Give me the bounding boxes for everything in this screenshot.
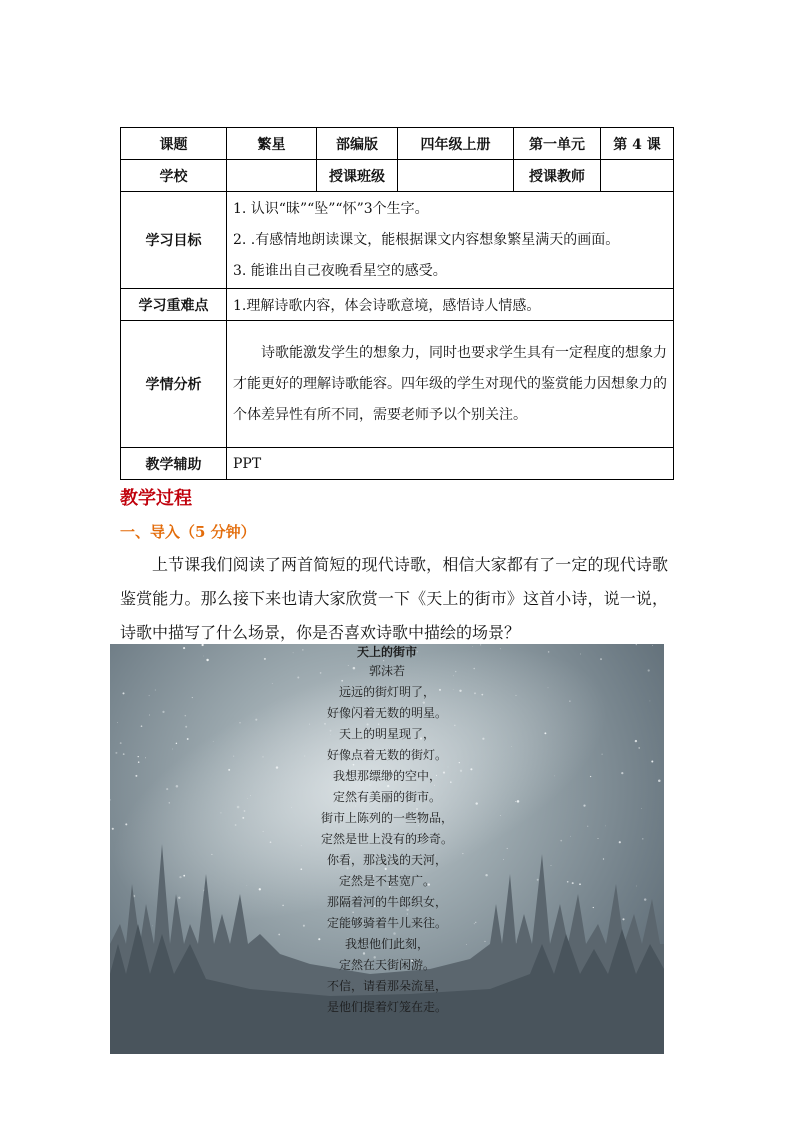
poem-image xyxy=(110,644,664,1054)
class-value xyxy=(398,160,514,192)
label-aids: 教学辅助 xyxy=(121,448,227,480)
edition-value: 部编版 xyxy=(317,128,398,160)
unit-value: 第一单元 xyxy=(514,128,601,160)
poem-line: 好像点着无数的街灯。 xyxy=(326,748,447,762)
poem-line: 你看，那浅浅的天河， xyxy=(326,853,447,867)
table-row-topic xyxy=(121,128,674,160)
poem-line: 那隔着河的牛郎织女， xyxy=(326,895,447,909)
label-key-points: 学习重难点 xyxy=(121,289,227,321)
table-row-school xyxy=(121,160,674,192)
poem-title: 天上的街市 xyxy=(356,645,417,659)
label-goals: 学习目标 xyxy=(121,192,227,289)
school-value xyxy=(227,160,317,192)
poem-line: 定能够骑着牛儿来往。 xyxy=(326,916,447,930)
poem-line: 定然是世上没有的珍奇。 xyxy=(320,832,453,846)
poem-line: 我想那缥缈的空中， xyxy=(332,769,441,783)
poem-line: 不信，请看那朵流星， xyxy=(326,979,447,993)
label-analysis: 学情分析 xyxy=(121,321,227,448)
goal-item: 2. .有感情地朗读课文，能根据课文内容想象繁星满天的画面。 xyxy=(233,231,620,248)
label-teacher: 授课教师 xyxy=(514,160,601,192)
poem-text xyxy=(110,644,664,1018)
aids-value: PPT xyxy=(227,448,674,480)
poem-lines xyxy=(110,682,664,1018)
poem-line: 天上的明星现了， xyxy=(338,727,435,741)
label-school: 学校 xyxy=(121,160,227,192)
lesson-number-value: 第 4 课 xyxy=(601,128,674,160)
label-class: 授课班级 xyxy=(317,160,398,192)
teacher-value xyxy=(601,160,674,192)
analysis-value: 诗歌能激发学生的想象力，同时也要求学生具有一定程度的想象力才能更好的理解诗歌能容。四年级的学生对现代的鉴赏能力因想象力的个体差异性有所不同，需要老师予以个别关注。 xyxy=(233,344,667,423)
section-title: 教学过程 xyxy=(120,488,192,509)
poem-line: 远远的街灯明了， xyxy=(338,685,435,699)
poem-line: 好像闪着无数的明星。 xyxy=(326,706,447,720)
label-topic: 课题 xyxy=(121,128,227,160)
table-row-analysis xyxy=(121,321,674,448)
intro-paragraph: 上节课我们阅读了两首简短的现代诗歌，相信大家都有了一定的现代诗歌鉴赏能力。那么接下来也请大家欣赏一下《天上的街市》这首小诗，说一说，诗歌中描写了什么场景，你是否喜欢诗歌中描绘的场景？ xyxy=(120,555,668,642)
table-row-goals xyxy=(121,192,674,289)
poem-line: 定然有美丽的街市。 xyxy=(332,790,441,804)
lesson-plan-table xyxy=(120,127,674,480)
table-row-key-points xyxy=(121,289,674,321)
key-points-value: 1.理解诗歌内容，体会诗歌意境，感悟诗人情感。 xyxy=(227,289,674,321)
topic-value: 繁星 xyxy=(227,128,317,160)
poem-line: 街市上陈列的一些物品， xyxy=(320,811,453,825)
analysis-cell xyxy=(227,321,674,448)
goal-item: 3. 能谁出自己夜晚看星空的感受。 xyxy=(233,262,447,279)
goals-list xyxy=(227,192,674,289)
poem-line: 是他们提着灯笼在走。 xyxy=(326,1000,447,1014)
subsection-title: 一、导入（5 分钟） xyxy=(120,523,256,541)
poem-author: 郭沫若 xyxy=(368,664,405,678)
goal-item: 1. 认识“昧”“坠”“怀”3个生字。 xyxy=(233,200,429,217)
grade-value: 四年级上册 xyxy=(398,128,514,160)
poem-line: 定然是不甚宽广。 xyxy=(338,874,435,888)
table-row-aids xyxy=(121,448,674,480)
poem-line: 我想他们此刻， xyxy=(344,937,429,951)
poem-line: 定然在天街闲游。 xyxy=(338,958,435,972)
